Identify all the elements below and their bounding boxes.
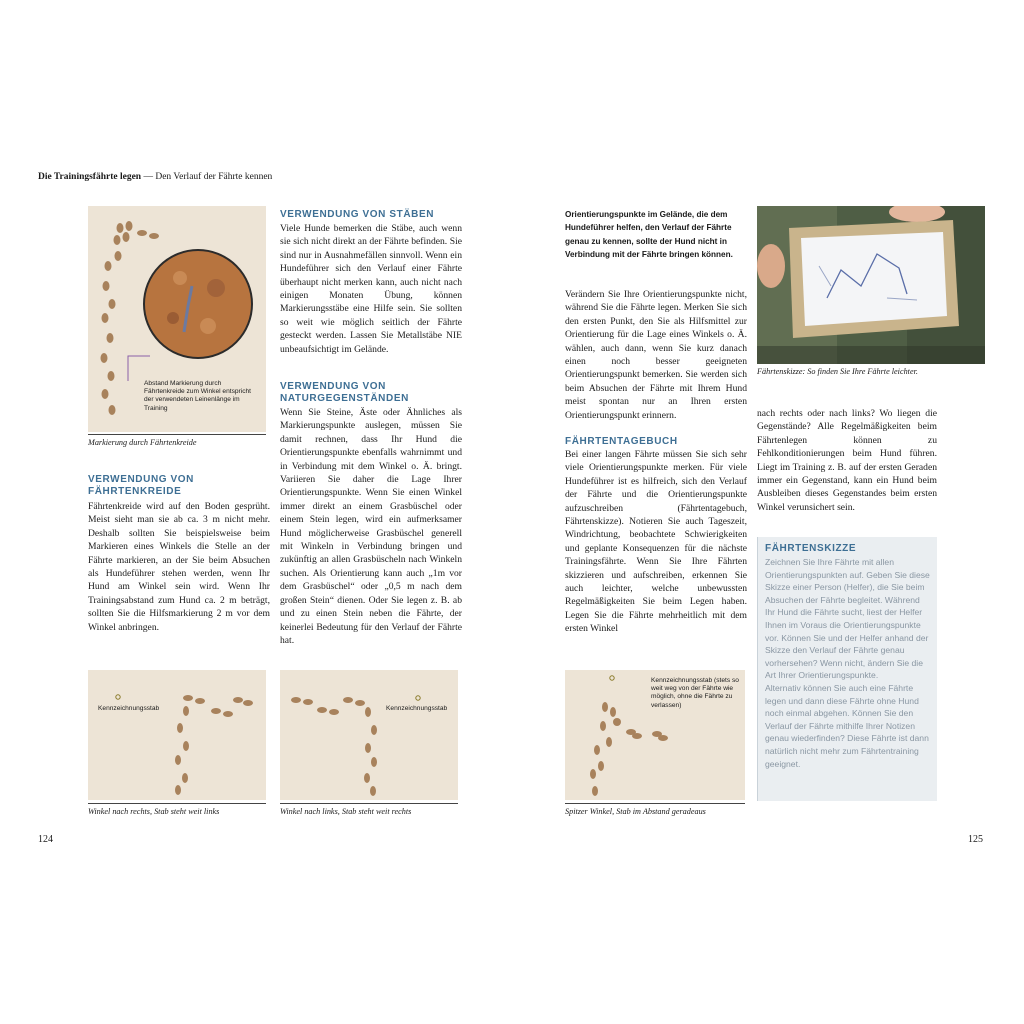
section-tagebuch-heading: FÄHRTENTAGEBUCH [565, 436, 678, 447]
diagram-winkel-rechts-label: Kennzeichnungsstab [98, 705, 160, 712]
diagram-winkel-rechts-illustration [88, 670, 266, 800]
photo-caption: Fährtenskizze: So finden Sie Ihre Fährte leichter. [757, 367, 918, 376]
marker-stake [416, 696, 420, 700]
section-natur-text: Wenn Sie Steine, Äste oder Ähnliches als Markierungspunkte auslegen, müssen Sie damit rechnen, dass Ihr Hund die Orientierungspunkte ebenfalls wahrnimmt und in Verbindung mit dem Winkel o. Ä. bringt. Variieren Sie daher die Lage Ihrer Orientierungspunkte. Wenn Sie einen Winkel immer direkt an einem Grasbüschel oder einem Stein legen, wird ein aufmerksamer Hund möglicherweise Grasbüschel generell mit Winkeln in Verbindung bringen und zukünftig an allen Grasbüscheln nach Winkeln suchen. Als Orientierung kann auch „1m vor dem Grasbüschel“ oder „0,5 m nach dem großen Stein“ dienen. Oder Sie legen z. B. ab und zu einen Stein neben die Fährte, der keinerlei Bedeutung für den Verlauf der Fährte hat. [280, 407, 462, 646]
page-number-left: 124 [38, 834, 53, 845]
marker-stake [116, 695, 120, 699]
section-staebe-heading: VERWENDUNG VON STÄBEN [280, 209, 435, 220]
info-box-text-1: Zeichnen Sie Ihre Fährte mit allen Orientierungspunkten auf. Geben Sie diese Skizze einer Person (Helfer), die Sie beim Absuchen der Fährte begleitet. Während Ihr Hund die Fährte sucht, liest der Helfer Ihnen im Voraus die Orientierungspunkte vor. Können Sie und der Helfer anhand der Skizze den Verlauf der Fährte genau vorhersehen? Wenn nicht, ändern Sie die Art Ihrer Orientierungspunkte. [765, 557, 930, 681]
section-kreide-text: Fährtenkreide wird auf den Boden gesprüht. Meist sieht man sie ab ca. 3 m nicht mehr. Deshalb sollten Sie beispielsweise beim Markieren eines Winkels die Stelle an der Fährte markieren, an der Sie beim Absuchen als Hundeführer stehen werden, wenn Ihr Hund am Winkel sein wird. Wenn Ihr Trainingsabstand zum Hund ca. 2 m beträgt, sollten Sie die Hilfsmarkierung 2 m vor dem Winkel anbringen. [88, 501, 270, 633]
section-natur [280, 381, 462, 647]
diagram-winkel-links-label: Kennzeichnungsstab [386, 705, 448, 712]
diagram-spitzer-winkel-caption: Spitzer Winkel, Stab im Abstand geradeaus [565, 803, 745, 816]
footprint [123, 232, 130, 242]
footprint [149, 233, 159, 239]
footprint [107, 333, 114, 343]
footprint [115, 251, 122, 261]
photo-faehrtenskizze [757, 206, 985, 364]
footprint [102, 313, 109, 323]
footprint [102, 389, 109, 399]
sketch-paper [801, 232, 947, 326]
header-section: Den Verlauf der Fährte kennen [155, 172, 273, 182]
footprint [126, 221, 133, 231]
footprint [103, 281, 110, 291]
footprint [109, 405, 116, 415]
header-separator: — [143, 172, 153, 182]
diagram-winkel-links-caption: Winkel nach links, Stab steht weit rechts [280, 803, 458, 816]
footprint [101, 353, 108, 363]
section-tagebuch-text: Bei einer langen Fährte müssen Sie sich sehr viele Orientierungspunkte merken. Für viele Hundeführer ist es hilfreich, sich den Verlauf der Fährte und die Orientierungspunkte aufzuschreiben (Fährtentagebuch, Fährtenskizze). Notieren Sie auch Tageszeit, Windrichtung, beobachtete Schwierigkeiten und geplante Konsequenzen für die nächste Trainingsfährte. Wenn Sie Ihre Fährten skizzieren und aufschreiben, erkennen Sie auch leichter, welche unbewussten Regelmäßigkeiten Sie beim Legen haben. Legen Sie die Fährte mehrheitlich mit dem ersten Winkel [565, 449, 747, 635]
hand [757, 244, 785, 288]
info-box-heading: FÄHRTENSKIZZE [765, 543, 857, 554]
intro-bold: Orientierungspunkte im Gelände, die dem Hundeführer helfen, den Verlauf der Fährte genau zu kennen, sollte der Hund nicht in Verbindung mit der Fährte bringen können. [565, 210, 733, 260]
page-number-right: 125 [968, 834, 983, 845]
footprint [109, 299, 116, 309]
footprint [105, 261, 112, 271]
section-natur-heading: VERWENDUNG VON NATURGEGENSTÄNDEN [280, 381, 409, 404]
figure-chalk-label: Abstand Markierung durch Fährtenkreide zum Winkel entspricht der verwendeten Leinenlänge im Training [144, 380, 252, 412]
diagram-winkel-links [280, 670, 458, 800]
section-staebe-text: Viele Hunde bemerken die Stäbe, auch wenn sie sich nicht direkt an der Fährte befinden. Sie sind nur in Ausnahmefällen sinnvoll. Wenn ein Hundeführer sich den Verlauf einer Fährte überhaupt nicht merken kann, auch nicht nach einigen Monaten Übung, können Markierungsstäbe eine Hilfe sein. Sie sollten so weit wie möglich seitlich der Fährte gesteckt werden. Lassen Sie Metallstäbe NIE unbeaufsichtigt im Gelände. [280, 223, 462, 355]
diagram-winkel-rechts [88, 670, 266, 800]
diagram-winkel-rechts-caption: Winkel nach rechts, Stab steht weit links [88, 803, 266, 816]
info-box-faehrtenskizze [757, 537, 937, 801]
figure-chalk-marking [88, 206, 266, 432]
diagram-spitzer-winkel-label: Kennzeichnungsstab (stets so weit weg von der Fährte wie möglich, ohne die Fährte zu verlassen) [651, 677, 739, 709]
info-box-text-2: Alternativ können Sie auch eine Fährte legen und dann diese Fährte ohne Hund noch einmal abgehen. Können Sie den Verlauf der Fährte mithilfe Ihrer Notizen genau wiederfinden? Diese Fährte ist dann natürlich nicht mehr zum Fährtentraining geeignet. [765, 682, 929, 769]
section-kreide-heading: VERWENDUNG VON FÄHRTENKREIDE [88, 474, 195, 497]
header-chapter: Die Trainingsfährte legen [38, 172, 142, 182]
section-kreide [88, 474, 270, 634]
footprint [108, 371, 115, 381]
footprint [117, 223, 124, 233]
footprint [137, 230, 147, 236]
diagram-spitzer-winkel [565, 670, 745, 800]
text-continued: nach rechts oder nach links? Wo liegen die Gegenstände? Alle Regelmäßigkeiten beim Fährtenlegen können zu Fehlkonditionierungen beim Hund führen. Liegt im Training z. B. auf der ersten Geraden immer ein Gegenstand, kann ein Hund beim Ausbleiben dieses Gegenstandes beim ersten Winkel verunsichert sein. [757, 408, 937, 513]
clipboard-photo-illustration [757, 206, 985, 364]
figure-chalk-caption: Markierung durch Fährtenkreide [88, 434, 266, 447]
marker-stake [610, 676, 614, 680]
section-staebe [280, 209, 462, 356]
text-orientierung: Verändern Sie Ihre Orientierungspunkte nicht, während Sie die Fährte legen. Merken Sie sich den ersten Punkt, den Sie als Hilfsmittel zur Orientierung für die Lage eines Winkels o. Ä. wählen, auch dann, wenn Sie kurz danach einen noch besser geeigneten Orientierungspunkt bemerken. Sie werden sich beim Absuchen der Fährte mit Ihrem Hund meist spontan nur an Ihren ersten Orientierungspunkt erinnern. [565, 289, 747, 421]
section-tagebuch [565, 436, 747, 636]
footprint [114, 235, 121, 245]
diagram-winkel-links-illustration [280, 670, 458, 800]
running-header [38, 172, 272, 182]
